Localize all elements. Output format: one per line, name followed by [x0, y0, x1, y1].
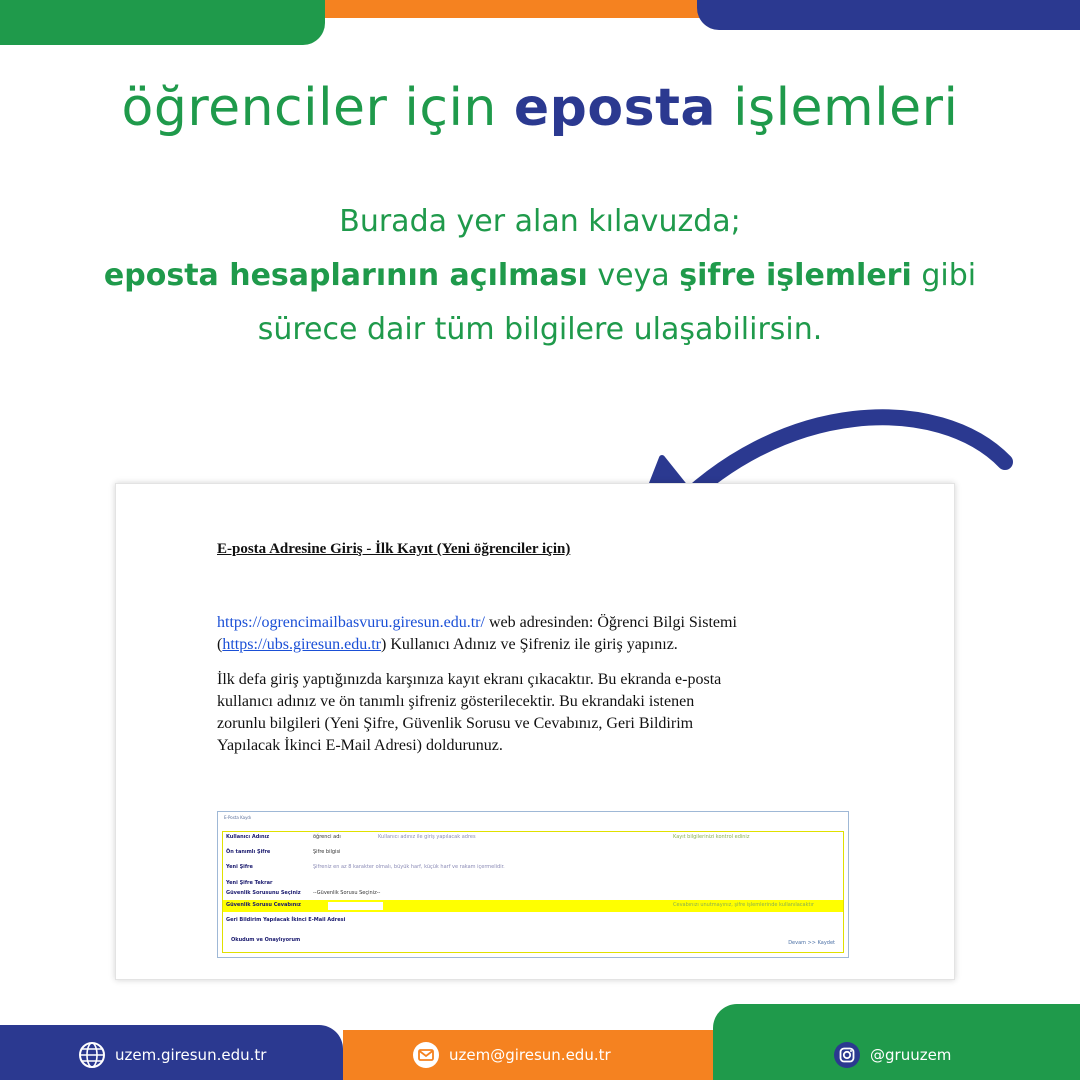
page-title — [0, 78, 1080, 138]
form-row-label: Yeni Şifre Tekrar — [226, 880, 273, 886]
p1-text-1: web adresinden: Öğrenci Bilgi Sistemi ( — [217, 614, 737, 653]
footer-instagram-text: @gruuzem — [870, 1046, 952, 1064]
intro-bold-accounts: eposta hesaplarının açılması — [103, 258, 588, 293]
footer-email-text: uzem@giresun.edu.tr — [449, 1046, 611, 1064]
footer-email[interactable] — [412, 1041, 611, 1069]
intro-mid: veya — [597, 258, 670, 293]
globe-icon — [78, 1041, 106, 1069]
top-green-band — [0, 0, 325, 45]
intro-line-2 — [60, 249, 1020, 303]
document-paragraph-1 — [217, 612, 737, 656]
form-row-label: Okudum ve Onaylıyorum — [231, 937, 301, 943]
footer-website-text: uzem.giresun.edu.tr — [115, 1046, 267, 1064]
form-row-label: Güvenlik Sorusunu Seçiniz — [226, 890, 301, 896]
security-question-select[interactable]: --Güvenlik Sorusu Seçiniz-- — [313, 890, 381, 896]
next-button[interactable]: Devam >> Kaydet — [788, 940, 835, 946]
instagram-icon — [833, 1041, 861, 1069]
intro-line-3: sürece dair tüm bilgilere ulaşabilirsin. — [257, 312, 823, 347]
title-bold: eposta — [513, 78, 717, 138]
security-answer-input[interactable] — [328, 902, 383, 910]
form-row — [223, 847, 843, 857]
form-legend: E-Posta Kaydı — [224, 815, 252, 820]
form-row — [223, 878, 843, 888]
form-row — [223, 862, 843, 872]
intro-bold-password: şifre işlemleri — [679, 258, 912, 293]
form-row-hint: Şifreniz en az 8 karakter olmalı, büyük harf, küçük harf ve rakam içermelidir. — [313, 864, 505, 870]
form-body — [222, 831, 844, 953]
p1-text-2: ) Kullanıcı Adınız ve Şifreniz ile giriş yapınız. — [380, 636, 678, 653]
form-row-note: Cevabınızı unutmayınız, şifre işlemlerinde kullanılacaktır — [673, 902, 814, 908]
title-post: işlemleri — [733, 78, 959, 138]
form-row-note: Kayıt bilgilerinizi kontrol ediniz — [673, 834, 750, 840]
registration-form-screenshot — [217, 811, 849, 958]
form-row — [223, 888, 843, 898]
form-row — [223, 915, 843, 925]
form-row — [223, 935, 843, 945]
form-row-hint: Kullanıcı adınız ile giriş yapılacak adres — [378, 834, 476, 840]
title-pre: öğrenciler için — [121, 78, 497, 138]
form-row-label: Ön tanımlı Şifre — [226, 849, 271, 855]
footer-instagram[interactable] — [833, 1041, 951, 1069]
mail-application-link[interactable]: https://ogrencimailbasvuru.giresun.edu.tr/ — [217, 614, 485, 631]
top-blue-band — [697, 0, 1080, 30]
top-orange-band — [325, 0, 700, 18]
footer-website[interactable] — [78, 1041, 266, 1069]
form-row-label: Yeni Şifre — [226, 864, 253, 870]
document-paragraph-2: İlk defa giriş yaptığınızda karşınıza kayıt ekranı çıkacaktır. Bu ekranda e-posta kullanıcı adınız ve ön tanımlı şifreniz gösterilecektir. Bu ekrandaki istenen zorunlu bilgileri (Yeni Şifre, Güvenlik Sorusu ve Cevabınız, Geri Bildirim Yapılacak İkinci E-Mail Adresi) doldurunuz. — [217, 671, 722, 754]
mail-icon — [412, 1041, 440, 1069]
intro-tail: gibi — [921, 258, 977, 293]
ubs-link[interactable]: https://ubs.giresun.edu.tr — [222, 636, 381, 653]
form-row-value: Şifre bilgisi — [313, 849, 341, 855]
intro-line-1: Burada yer alan kılavuzda; — [339, 204, 741, 239]
document-title: E-posta Adresine Giriş - İlk Kayıt (Yeni öğrenciler için) — [217, 541, 571, 557]
intro-text — [60, 195, 1020, 357]
form-row-value: öğrenci adı — [313, 834, 341, 840]
form-row — [223, 832, 843, 842]
form-row-label: Güvenlik Sorusu Cevabınız — [226, 902, 301, 908]
guide-document-preview — [115, 483, 955, 980]
form-row — [223, 900, 843, 912]
form-row-label: Geri Bildirim Yapılacak İkinci E-Mail Adresi — [226, 917, 346, 923]
form-row-label: Kullanıcı Adınız — [226, 834, 270, 840]
